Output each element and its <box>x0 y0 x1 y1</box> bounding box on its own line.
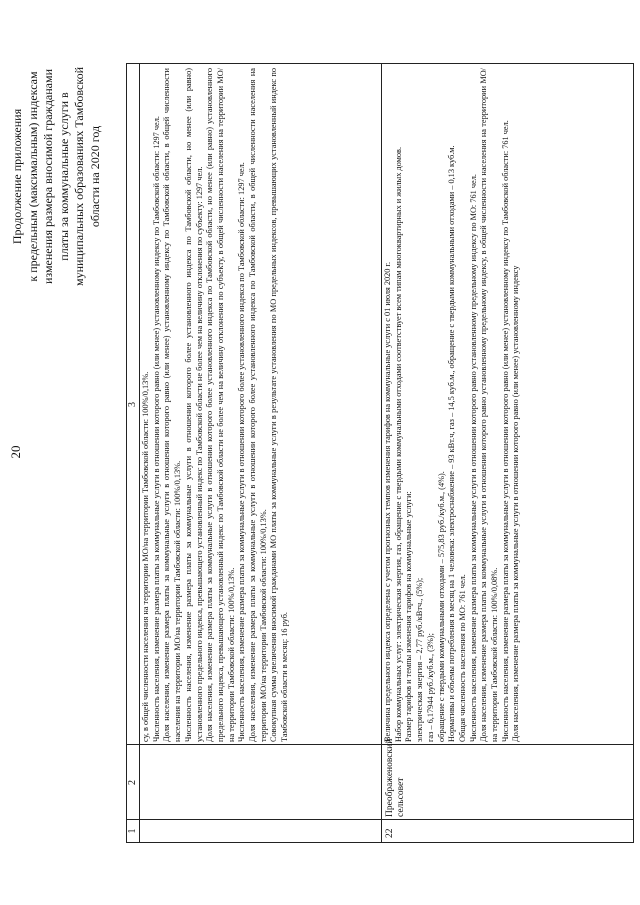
text-line: обращение с твердыми коммунальными отходами – 575,83 руб./куб.м., (4%). <box>436 471 446 742</box>
text-line: Доля населения, изменение размера платы за коммунальные услуги в отношении которого более установленного индекса по Тамбовской области, в общей численности населения на территории МО/на территории Тамбовской области: 100%/0,13%. <box>248 68 268 742</box>
text-line: Набор коммунальных услуг: электрическая энергия, газ, обращение с твердыми коммунальными отходами соответствует всем типам многоквартирных и жилых домов. <box>393 146 403 742</box>
text-line: Доля населения, изменение размера платы за коммунальные услуги в отношении которого равно (или менее) установленному индексу по Тамбовской области, в общей численности населения на территории МО/на территории Тамбовской области: 100%/0,13%. <box>162 68 183 742</box>
column-divider <box>127 744 633 745</box>
text-line: Доля населения, изменение размера платы за коммунальные услуги в отношении которого равно установленному предельному индексу, в общей численности населения на территории МО/на территории Тамбовской области: 100%/0,08%. <box>479 68 500 742</box>
text-line: Численность населения, изменение размера платы за коммунальные услуги в отношении которого равно (или менее) установленному индексу по Тамбовской области: 1297 чел. <box>151 116 161 742</box>
row-description <box>383 68 522 742</box>
heading-line: муниципальных образованиях Тамбовской <box>72 67 86 286</box>
row-description <box>141 68 291 742</box>
text-line: Численность населения, изменение размера платы за коммунальные услуги в отношении которого равно (или менее) установленному индексу по Тамбовской области: 761 чел. <box>500 120 510 742</box>
column-header: 3 <box>127 402 138 407</box>
text-line: Численность населения, изменение размера платы за коммунальные услуги в отношении которого равно установленному предельному индексу по МО: 761 чел. <box>468 174 478 742</box>
text-line: Доля населения, изменение размера платы за коммунальные услуги в отношении которого более установленного индекса по Тамбовской области, но менее (или равно) установленного предельного индекса, превышающего установленный индекс по Тамбовской области не более чем на величину отклонения по субъекту, в общей численности населения на территории МО/на территории Тамбовской области: 100%/0,13%. <box>205 68 236 742</box>
text-line: Доля населения, изменение размера платы за коммунальные услуги в отношении которого равно (или менее) установленному индексу <box>511 265 521 742</box>
text-line: электрическая энергия – 2,77 руб./кВтч., (5%); <box>415 577 425 742</box>
heading-line: к предельным (максимальным) индексам <box>25 71 40 282</box>
text-line: газ – 6,17944 руб./куб.м., (3%); <box>425 633 435 742</box>
text-line: Общая численность населения по МО: 761 чел. <box>457 574 467 742</box>
index-table <box>126 63 634 843</box>
heading-line: области на 2020 год <box>87 125 102 228</box>
heading-line: изменения размера вносимой гражданами <box>41 68 55 285</box>
appendix-heading <box>10 34 103 319</box>
text-line: Численность населения, изменение размера платы за коммунальные услуги в отношении которого более установленного индекса по Тамбовской области, но менее (или равно) установленного предельного индекса, превышающего установленный индекс по Тамбовской области не более чем на величину отклонения по субъекту: 1297 чел. <box>183 68 204 742</box>
text-line: Размер тарифов и темпы изменения тарифов на коммунальные услуги: <box>404 491 414 742</box>
page-number: 20 <box>8 445 23 459</box>
heading-line: Продолжение приложения <box>10 108 24 245</box>
column-header: 2 <box>127 780 138 785</box>
text-line: Совокупная сумма увеличения вносимой гражданами МО платы за коммунальные услуги в результате установления по МО предельных индексов, превышающих установленный индекс по Тамбовской области в месяц: 16 руб. <box>269 68 290 742</box>
heading-line: платы за коммунальные услуги в <box>56 92 71 261</box>
row-divider <box>381 64 382 842</box>
row-municipality: Преображеновский сельсовет <box>385 738 406 817</box>
column-header: 1 <box>127 828 138 834</box>
row-number: 22 <box>385 828 395 838</box>
text-line: Величина предельного индекса определена с учетом прогнозных темпов изменения тарифов на коммунальные услуги с 01 июля 2020 г. <box>383 261 392 742</box>
text-line: Нормативы и объемы потребления в месяц на 1 человека: электроснабжение – 93 кВт.ч, газ – 14,5 куб.м., обращение с твердыми коммунальными отходами – 0,13 куб.м. <box>447 145 457 742</box>
column-divider <box>127 819 633 820</box>
text-line: Численность населения, изменение размера платы за коммунальные услуги в отношении которого более установленного индекса по Тамбовской области: 1297 чел. <box>237 162 247 742</box>
text-line: су, в общей численности населения на территории МО/на территории Тамбовской области: 100%/0,13%. <box>141 371 150 742</box>
